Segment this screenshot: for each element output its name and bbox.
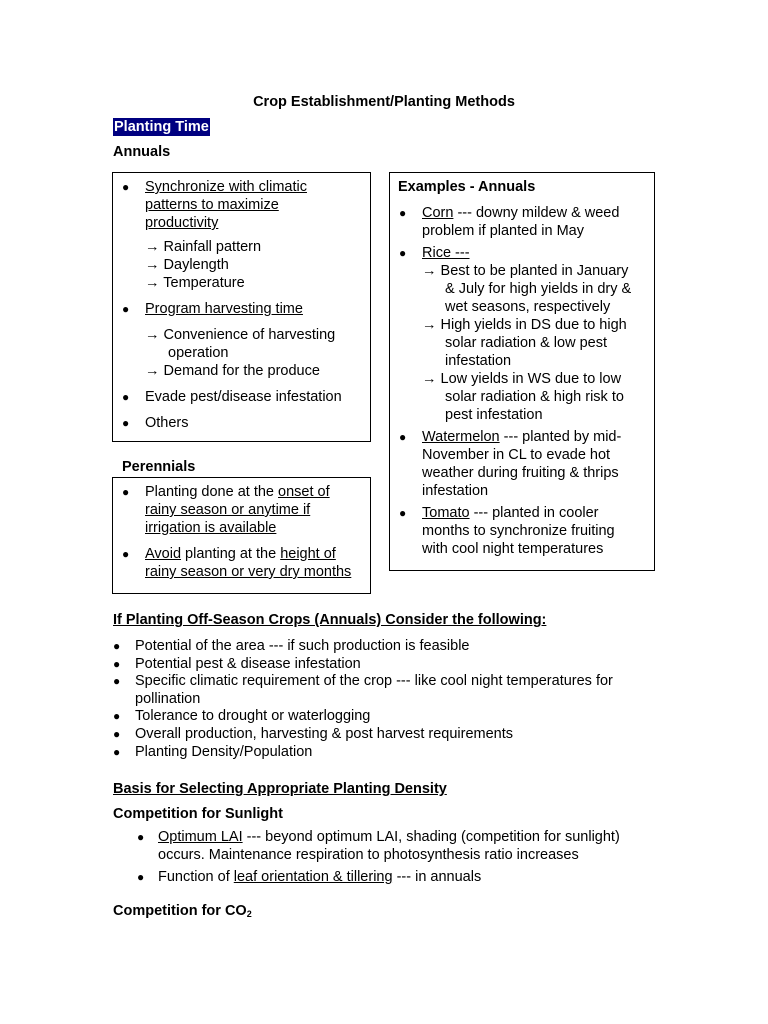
list-item: ● Corn --- downy mildew & weed problem if planted in May	[390, 204, 654, 240]
arrow-item: → Convenience of harvesting	[145, 327, 336, 343]
list-item: ● Tomato --- planted in cooler months to synchronize fruiting with cool night temperatures	[390, 504, 654, 558]
arrow-item: → Low yields in WS due to low solar radiation & high risk to pest infestation	[422, 371, 624, 423]
list-item: ● Planting done at the onset of rainy season or anytime if irrigation is available	[113, 483, 350, 537]
list-item: ● Optimum LAI --- beyond optimum LAI, shading (competition for sunlight) occurs. Maintenance respiration to photosynthesis ratio increases	[113, 828, 653, 864]
density-heading: Basis for Selecting Appropriate Planting Density	[113, 781, 447, 797]
list-item: ● Potential of the area --- if such production is feasible	[113, 638, 653, 656]
perennials-heading: Perennials	[122, 459, 196, 475]
list-item: ● Function of leaf orientation & tillering --- in annuals	[113, 868, 653, 886]
list-item: ● Specific climatic requirement of the crop --- like cool night temperatures for pollination	[113, 673, 653, 708]
arrow-item-cont: operation	[168, 345, 229, 361]
sunlight-heading: Competition for Sunlight	[113, 806, 283, 822]
list-item	[113, 178, 325, 232]
list-item: ● Watermelon --- planted by mid-November in CL to evade hot weather during fruiting & thrips infestation	[390, 428, 654, 500]
arrow-item: → Daylength	[145, 257, 229, 273]
offseason-heading: If Planting Off-Season Crops (Annuals) Consider the following:	[113, 612, 547, 628]
list-item: ● Others	[113, 414, 370, 432]
list-item: ● Tolerance to drought or waterlogging	[113, 708, 653, 726]
list-item: ● Avoid planting at the height of rainy season or very dry months	[113, 545, 360, 581]
list-item: ● Potential pest & disease infestation	[113, 656, 653, 674]
planting-time-heading: Planting Time	[114, 119, 209, 135]
list-item: ● Evade pest/disease infestation	[113, 388, 370, 406]
offseason-list	[113, 638, 653, 761]
page-title: Crop Establishment/Planting Methods	[253, 94, 515, 110]
arrow-item: → High yields in DS due to high solar radiation & low pest infestation	[422, 317, 627, 369]
list-item: ● Overall production, harvesting & post harvest requirements	[113, 726, 653, 744]
examples-heading: Examples - Annuals	[398, 179, 536, 195]
annuals-box	[112, 172, 371, 442]
arrow-item: → Best to be planted in January & July for high yields in dry & wet seasons, respectively	[422, 263, 632, 315]
perennials-box	[112, 477, 371, 594]
arrow-item: → Temperature	[145, 275, 245, 291]
annuals-item-2: Program harvesting time	[145, 301, 303, 317]
list-item: ● Planting Density/Population	[113, 744, 653, 762]
arrow-item: → Rainfall pattern	[145, 239, 262, 255]
examples-box	[389, 172, 655, 571]
co2-heading: Competition for $CO_2$	[113, 903, 252, 919]
annuals-item-1: Synchronize with climatic patterns to maximize productivity	[145, 179, 307, 231]
annuals-heading: Annuals	[113, 144, 171, 160]
list-item: ● Rice ---	[390, 244, 654, 262]
arrow-item: → Demand for the produce	[145, 363, 320, 379]
list-item	[113, 300, 370, 318]
sunlight-list	[113, 828, 653, 886]
